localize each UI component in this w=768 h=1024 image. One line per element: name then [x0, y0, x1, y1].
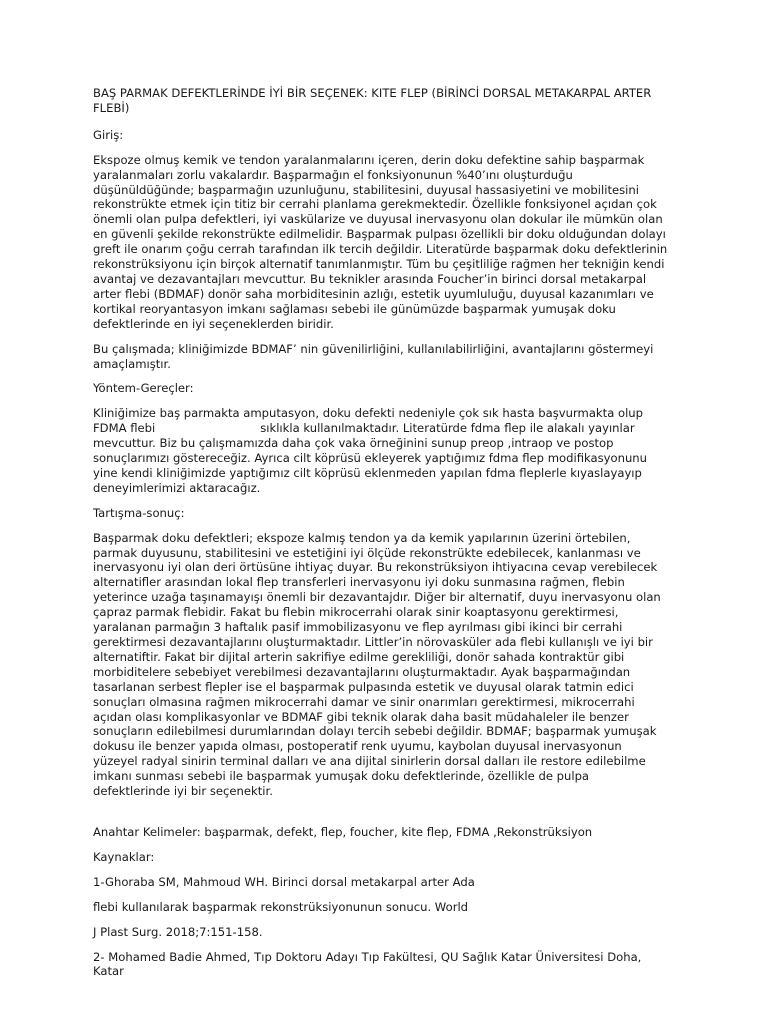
methods-text-part2: sıklıkla kullanılmaktadır. Literatürde fdma flep ile alakalı yayınlar mevcuttur. Biz bu çalışmamızda daha çok vaka örneğinini sunup preop ,intraop ve postop sonuçlarımızı göstereceğiz. Ayrıca cilt köprüsü ekleyerek yaptığımız fdma flep modifikasyonunu yine kendi kliniğimizde yaptığımız cilt köprüsü eklenmeden yapılan fdma fleplerle kıyaslayayıp deneyimlerimizi aktaracağız.	[93, 421, 648, 495]
aim-paragraph: Bu çalışmada; kliniğimizde BDMAF’ nin güvenilirliğini, kullanılabilirliğini, avantajlarını göstermeyi amaçlamıştır.	[93, 341, 654, 371]
document-page	[93, 86, 668, 989]
methods-heading: Yöntem-Gereçler:	[93, 381, 194, 396]
reference-line: 1-Ghoraba SM, Mahmoud WH. Birinci dorsal metakarpal arter Ada	[93, 874, 475, 889]
discussion-heading: Tartışma-sonuç:	[93, 505, 185, 520]
methods-text-part1: Kliniğimize baş parmakta amputasyon, doku defekti nedeniyle çok sık hasta başvurmakta olup FDMA flebi	[93, 406, 644, 436]
intro-heading: Giriş:	[93, 127, 124, 142]
intro-paragraph: Ekspoze olmuş kemik ve tendon yaralanmalarını içeren, derin doku defektine sahip başparmak yaralanmaları zorlu vakalardır. Başparmağın el fonksiyonunun %40’ını oluşturduğu düşünüldüğünde; başparmağın uzunluğunu, stabilitesini, duyusal hassasiyetini ve mobilitesini rekonstrükte etmek için titiz bir cerrahi planlama gerekmektedir. Özellikle fonksiyonel açıdan çok önemli olan pulpa defektleri, iyi vaskülarize ve duyusal inervasyonu olan dokular ile mümkün olan en güvenli şekilde rekonstrükte edilmelidir. Başparmak pulpası özellikli bir doku olduğundan dolayı greft ile onarım çoğu cerrah tarafından ilk tercih değildir. Literatürde başparmak doku defektlerinin rekonstrüksiyonu için birçok alternatif tanımlanmıştır. Tüm bu çeşitliliğe rağmen her tekniğin kendi avantaj ve dezavantajları mevcuttur. Bu teknikler arasında Foucher’in birinci dorsal metakarpal arter flebi (BDMAF) donör saha morbiditesinin azlığı, estetik uyumluluğu, duyusal kazanımları ve kortikal reoryantasyon imkanı sağlaması sebebi ile günümüzde başparmak yumuşak doku defektlerinde en iyi seçeneklerden biridir.	[93, 152, 668, 331]
reference-line: J Plast Surg. 2018;7:151-158.	[93, 924, 263, 939]
methods-paragraph	[93, 406, 668, 495]
reference-line: flebi kullanılarak başparmak rekonstrüksiyonunun sonucu. World	[93, 899, 469, 914]
reference-line: 2- Mohamed Badie Ahmed, Tıp Doktoru Adayı Tıp Fakültesi, QU Sağlık Katar Üniversitesi Doha, Katar	[93, 949, 642, 979]
document-title: BAŞ PARMAK DEFEKTLERİNDE İYİ BİR SEÇENEK: KITE FLEP (BİRİNCİ DORSAL METAKARPAL ARTER FLEBİ)	[93, 86, 652, 115]
references-heading: Kaynaklar:	[93, 849, 155, 864]
discussion-paragraph: Başparmak doku defektleri; ekspoze kalmış tendon ya da kemik yapılarının üzerini örtebilen, parmak duyusunu, stabilitesini ve estetiğini iyi ölçüde rekonstrükte edebilecek, kanlanması ve inervasyonu iyi olan deri örtüsüne ihtiyaç duyar. Bu rekonstrüksiyon ihtiyacına cevap verebilecek alternatifler arasından lokal flep transferleri inervasyonu iyi doku sunmasına rağmen, flebin yeterince uzağa taşınamayışı önemli bir dezavantajdır. Diğer bir alternatif, duyu inervasyonu olan çapraz parmak flebidir. Fakat bu flebin mikrocerrahi olarak sinir koaptasyonu gerektirmesi, yaralanan parmağın 3 haftalık pasif immobilizasyonu ve flep ayrılması gibi ikinci bir cerrahi gerektirmesi dezavantajlarını oluşturmaktadır. Littler’in nörovasküler ada flebi kullanışlı ve iyi bir alternatiftir. Fakat bir dijital arterin sakrifiye edilme gerekliliği, donör sahada kontraktür gibi morbiditelere sebebiyet verebilmesi dezavantajlarını oluşturmaktadır. Ayak başparmağından tasarlanan serbest flepler ise el başparmak pulpasında estetik ve duyusal olarak tatmin edici sonuçları olmasına rağmen mikrocerrahi damar ve sinir onarımları gerektirmesi, mikrocerrahi açıdan olası komplikasyonlar ve BDMAF gibi teknik olarak daha basit müdahaleler ile benzer sonuçların edilebilmesi durumlarından dolayı tercih sebebi değildir. BDMAF; başparmak yumuşak dokusu ile benzer yapıda olması, postoperatif renk uyumu, kaybolan duyusal inervasyonun yüzeyel radyal sinirin terminal dalları ve ana dijital sinirlerin dorsal dalları ile restore edilebilme imkanı sunması sebebi ile başparmak yumuşak doku defektlerinde, özellikle de pulpa defektlerinde iyi bir seçenektir.	[93, 530, 661, 799]
keywords-line: Anahtar Kelimeler: başparmak, defekt, flep, foucher, kite flep, FDMA ,Rekonstrüksiyon	[93, 824, 593, 839]
